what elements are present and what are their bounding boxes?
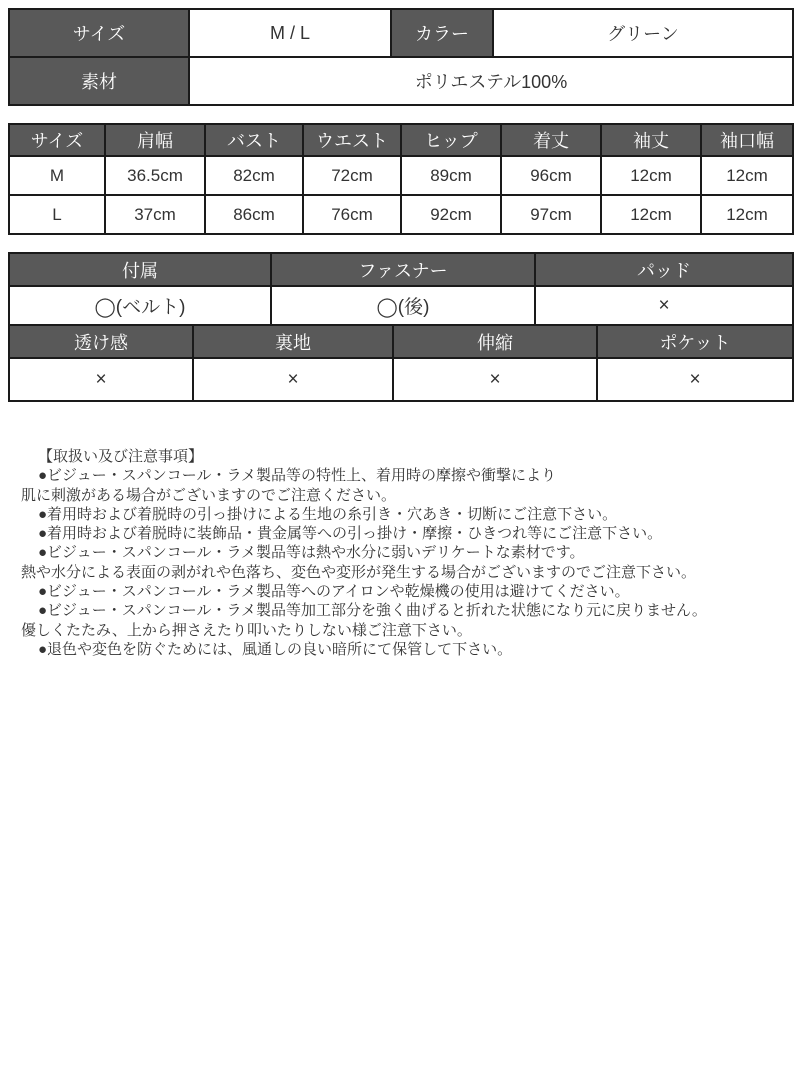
feature-header-attachment: 付属 xyxy=(9,253,271,286)
size-label: サイズ xyxy=(9,9,189,57)
care-note-line: ●着用時および着脱時に装飾品・貴金属等への引っ掛け・摩擦・ひきつれ等にご注意下さい。 xyxy=(38,525,663,543)
size-value: M / L xyxy=(189,9,391,57)
accessories-header-row xyxy=(9,253,793,286)
measurements-header-row xyxy=(9,124,793,156)
care-note-line: ●ビジュー・スパンコール・ラメ製品等は熱や水分に弱いデリケートな素材です。 xyxy=(38,544,585,562)
measure-value-cell: 96cm xyxy=(501,156,601,195)
accessories-value-row xyxy=(9,286,793,325)
care-notes-title: 【取扱い及び注意事項】 xyxy=(38,448,204,465)
color-label: カラー xyxy=(391,9,493,57)
details-value-row xyxy=(9,358,793,401)
measure-header-length: 着丈 xyxy=(501,124,601,156)
measure-header-waist: ウエスト xyxy=(303,124,401,156)
measurements-table xyxy=(8,123,794,235)
measure-value-cell: 76cm xyxy=(303,195,401,234)
care-note-line: 肌に刺激がある場合がございますのでご注意ください。 xyxy=(21,486,397,504)
care-note-line: 優しくたたみ、上から押さえたり叩いたりしない様ご注意下さい。 xyxy=(21,621,472,639)
measure-value-cell: 36.5cm xyxy=(105,156,205,195)
measure-value-cell: 82cm xyxy=(205,156,303,195)
measure-value-cell: 86cm xyxy=(205,195,303,234)
measure-value-cell: 12cm xyxy=(601,156,701,195)
detail-value-lining: × xyxy=(193,358,393,401)
measurements-row-l xyxy=(9,195,793,234)
measure-value-cell: 12cm xyxy=(601,195,701,234)
measurements-row-m xyxy=(9,156,793,195)
care-notes xyxy=(8,447,792,659)
size-color-material-table xyxy=(8,8,794,106)
measure-header-cuff: 袖口幅 xyxy=(701,124,793,156)
measure-size-label: M xyxy=(9,156,105,195)
feature-header-pad: パッド xyxy=(535,253,793,286)
fabric-details-table xyxy=(8,324,794,402)
measure-value-cell: 12cm xyxy=(701,195,793,234)
measure-header-bust: バスト xyxy=(205,124,303,156)
care-note-line: 熱や水分による表面の剥がれや色落ち、変色や変形が発生する場合がございますのでご注意下さい。 xyxy=(21,563,697,581)
care-note-line: ●着用時および着脱時の引っ掛けによる生地の糸引き・穴あき・切断にご注意下さい。 xyxy=(38,505,618,523)
feature-header-fastener: ファスナー xyxy=(271,253,535,286)
measure-value-cell: 72cm xyxy=(303,156,401,195)
care-note-line: ●ビジュー・スパンコール・ラメ製品等の特性上、着用時の摩擦や衝撃により xyxy=(38,467,557,485)
color-value: グリーン xyxy=(493,9,793,57)
material-label: 素材 xyxy=(9,57,189,105)
measure-value-cell: 97cm xyxy=(501,195,601,234)
measure-size-label: L xyxy=(9,195,105,234)
measure-header-sleeve: 袖丈 xyxy=(601,124,701,156)
feature-value-fastener: ◯(後) xyxy=(271,286,535,325)
detail-value-pocket: × xyxy=(597,358,793,401)
measure-header-size: サイズ xyxy=(9,124,105,156)
care-note-line: ●ビジュー・スパンコール・ラメ製品等加工部分を強く曲げると折れた状態になり元に戻りません。 xyxy=(38,602,707,620)
detail-value-sheerness: × xyxy=(9,358,193,401)
detail-value-stretch: × xyxy=(393,358,597,401)
care-note-line: ●ビジュー・スパンコール・ラメ製品等へのアイロンや乾燥機の使用は避けてください。 xyxy=(38,583,630,601)
detail-header-stretch: 伸縮 xyxy=(393,325,597,358)
measure-value-cell: 12cm xyxy=(701,156,793,195)
detail-header-pocket: ポケット xyxy=(597,325,793,358)
feature-value-pad: × xyxy=(535,286,793,325)
measure-value-cell: 92cm xyxy=(401,195,501,234)
measure-header-hip: ヒップ xyxy=(401,124,501,156)
accessories-table xyxy=(8,252,794,326)
measure-header-shoulder: 肩幅 xyxy=(105,124,205,156)
material-value: ポリエステル100% xyxy=(189,57,793,105)
feature-value-attachment: ◯(ベルト) xyxy=(9,286,271,325)
measure-value-cell: 89cm xyxy=(401,156,501,195)
details-header-row xyxy=(9,325,793,358)
detail-header-lining: 裏地 xyxy=(193,325,393,358)
care-note-line: ●退色や変色を防ぐためには、風通しの良い暗所にて保管して下さい。 xyxy=(38,640,513,658)
measure-value-cell: 37cm xyxy=(105,195,205,234)
detail-header-sheerness: 透け感 xyxy=(9,325,193,358)
